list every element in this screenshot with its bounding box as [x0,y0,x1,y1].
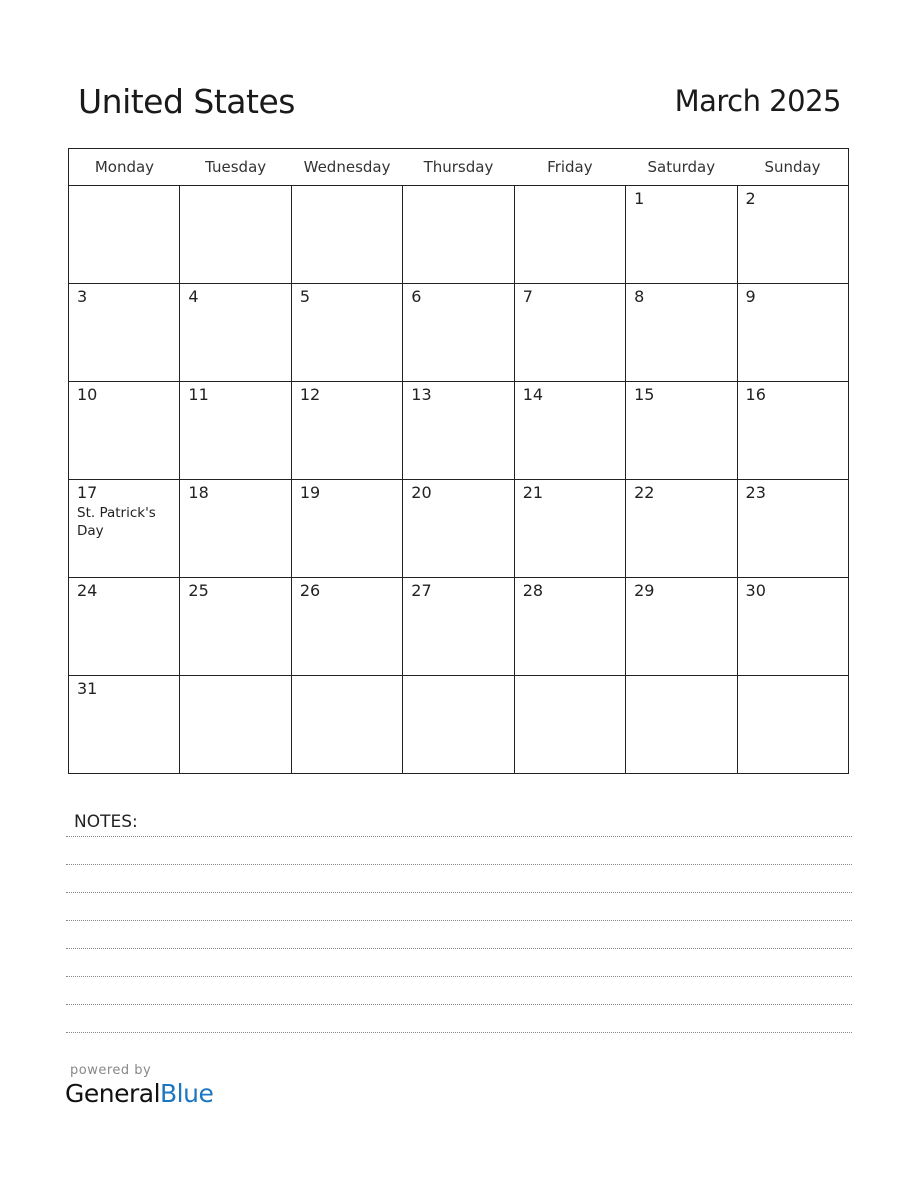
weekday-monday: Monday [69,149,180,186]
day-number: 23 [745,483,766,502]
day-cell [403,480,514,578]
weekday-saturday: Saturday [626,149,737,186]
day-cell [737,480,848,578]
day-number: 28 [522,581,544,600]
day-cell [69,186,180,284]
day-number: 26 [299,581,321,600]
day-cell [180,480,291,578]
day-number: 11 [188,385,209,404]
week-row [69,578,849,676]
day-cell [626,382,737,480]
note-line [66,1032,852,1033]
day-number: 15 [634,385,655,404]
day-cell [180,382,291,480]
day-number: 16 [745,385,766,404]
day-number: 3 [77,287,88,306]
day-cell [514,578,625,676]
weekday-header-row [69,149,849,186]
note-line [66,920,852,921]
day-cell [291,480,402,578]
day-number: 19 [299,483,321,502]
day-cell [403,382,514,480]
day-cell [403,186,514,284]
day-cell [626,186,737,284]
holiday-label: St. Patrick's Day [77,505,156,539]
day-cell [737,578,848,676]
day-number: 22 [634,483,655,502]
day-cell [291,578,402,676]
day-number: 12 [299,385,321,404]
note-line [66,892,852,893]
weekday-thursday: Thursday [403,149,514,186]
generalblue-logo [65,1079,213,1108]
day-number: 8 [634,287,645,306]
day-number: 18 [188,483,209,502]
day-number: 7 [522,287,533,306]
day-number: 20 [411,483,432,502]
day-cell [514,480,625,578]
day-number: 13 [411,385,432,404]
day-cell [514,284,625,382]
day-number: 6 [411,287,422,306]
day-cell [514,186,625,284]
weekday-wednesday: Wednesday [291,149,402,186]
day-number: 27 [411,581,432,600]
day-number: 25 [188,581,209,600]
day-number [738,676,848,680]
day-cell [626,284,737,382]
day-cell [291,382,402,480]
day-cell [291,676,402,774]
day-number: 17 [77,483,98,502]
note-line [66,836,852,837]
brand-blue: Blue [160,1079,214,1108]
week-row [69,284,849,382]
week-row [69,186,849,284]
day-number [403,186,513,190]
day-cell [403,284,514,382]
day-number [180,186,290,190]
day-number: 2 [745,189,756,208]
day-cell [69,578,180,676]
month-year-title: March 2025 [674,84,841,118]
day-number [626,676,736,680]
day-number: 9 [745,287,756,306]
week-row [69,480,849,578]
day-cell [626,578,737,676]
notes-label: NOTES: [74,812,138,832]
day-number: 10 [77,385,98,404]
note-line [66,1004,852,1005]
day-cell [291,186,402,284]
day-cell [737,284,848,382]
day-number: 1 [634,189,645,208]
day-number: 14 [522,385,544,404]
brand-general: General [65,1079,161,1108]
day-cell [403,578,514,676]
day-cell [514,676,625,774]
country-title: United States [78,82,295,121]
note-line [66,948,852,949]
day-cell [180,578,291,676]
day-cell [69,480,180,578]
day-cell [291,284,402,382]
day-number: 31 [77,679,98,698]
day-number [292,186,402,190]
day-cell [737,676,848,774]
powered-by-text: powered by [70,1063,152,1078]
day-cell [69,382,180,480]
week-row [69,382,849,480]
day-cell [403,676,514,774]
day-number: 4 [188,287,199,306]
weekday-tuesday: Tuesday [180,149,291,186]
day-cell [69,676,180,774]
day-cell [180,284,291,382]
day-cell [180,186,291,284]
day-cell [737,382,848,480]
day-number [515,186,625,190]
week-row [69,676,849,774]
day-number [515,676,625,680]
day-number: 30 [745,581,766,600]
day-number: 24 [77,581,98,600]
day-cell [737,186,848,284]
day-number: 21 [522,483,544,502]
day-cell [180,676,291,774]
day-number [403,676,513,680]
day-cell [514,382,625,480]
weekday-friday: Friday [514,149,625,186]
day-number [180,676,290,680]
day-cell [626,676,737,774]
note-line [66,864,852,865]
day-number: 29 [634,581,655,600]
day-cell [69,284,180,382]
day-number: 5 [299,287,311,306]
day-cell [626,480,737,578]
weekday-sunday: Sunday [737,149,848,186]
day-number [69,186,179,190]
day-number [292,676,402,680]
note-line [66,976,852,977]
calendar-grid [68,148,849,774]
